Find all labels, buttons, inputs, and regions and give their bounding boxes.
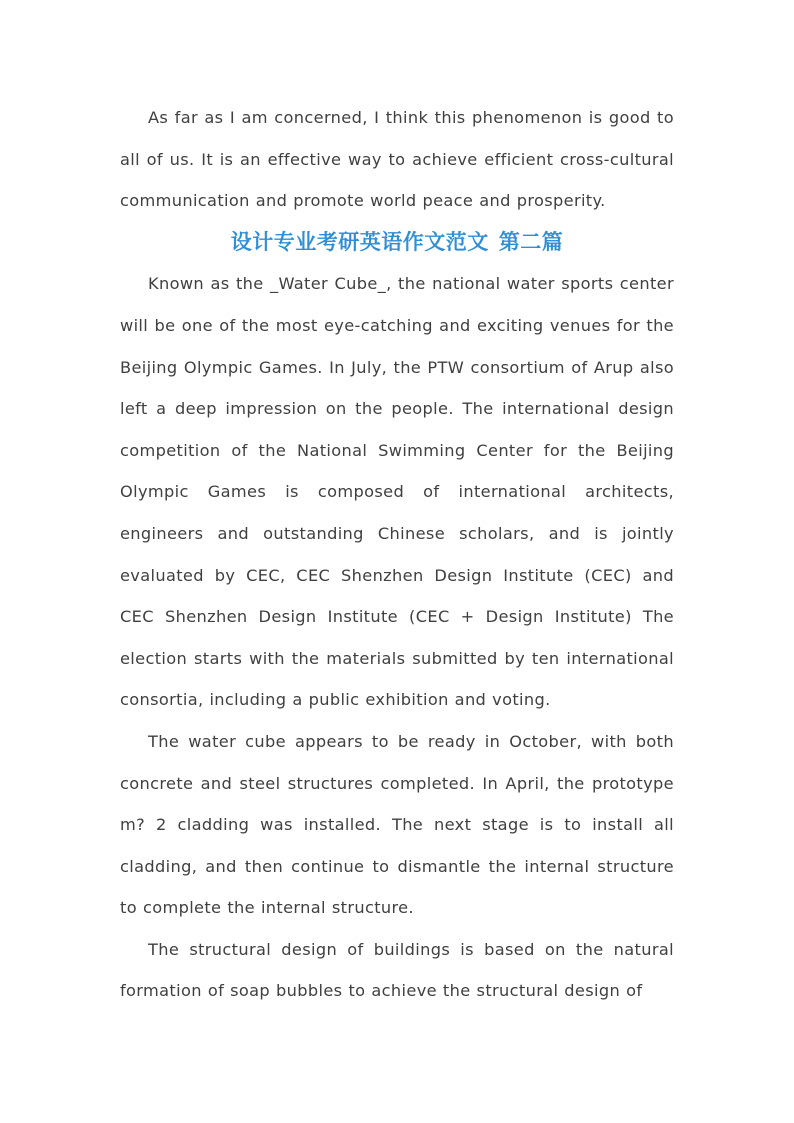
heading-subtitle: 第二篇 xyxy=(498,229,564,254)
paragraph-conclusion: As far as I am concerned, I think this phenomenon is good to all of us. It is an effective way to achieve efficient cross-cultural communication and promote world peace and prosperity. xyxy=(120,108,674,211)
paragraph-water-cube-intro: Known as the _Water Cube_, the national water sports center will be one of the most eye-catching and exciting venues for the Beijing Olympic Games. In July, the PTW consortium of Arup also left a deep impression on the people. The international design competition of the National Swimming Center for the Beijing Olympic Games is composed of international architects, engineers and outstanding Chinese scholars, and is jointly evaluated by CEC, CEC Shenzhen Design Institute (CEC) and CEC Shenzhen Design Institute (CEC + Design Institute) The election starts with the materials submitted by ten international consortia, including a public exhibition and voting. xyxy=(120,274,674,710)
paragraph-construction-progress: The water cube appears to be ready in October, with both concrete and steel structures completed. In April, the prototype m? 2 cladding was installed. The next stage is to install all cladding, and then continue to dismantle the internal structure to complete the internal structure. xyxy=(120,731,674,918)
heading-title: 设计专业考研英语作文范文 xyxy=(230,229,489,254)
document-body xyxy=(120,97,674,1012)
section-heading xyxy=(120,222,674,264)
paragraph-structural-design: The structural design of buildings is based on the natural formation of soap bubbles to achieve the structural design of xyxy=(120,939,674,1001)
